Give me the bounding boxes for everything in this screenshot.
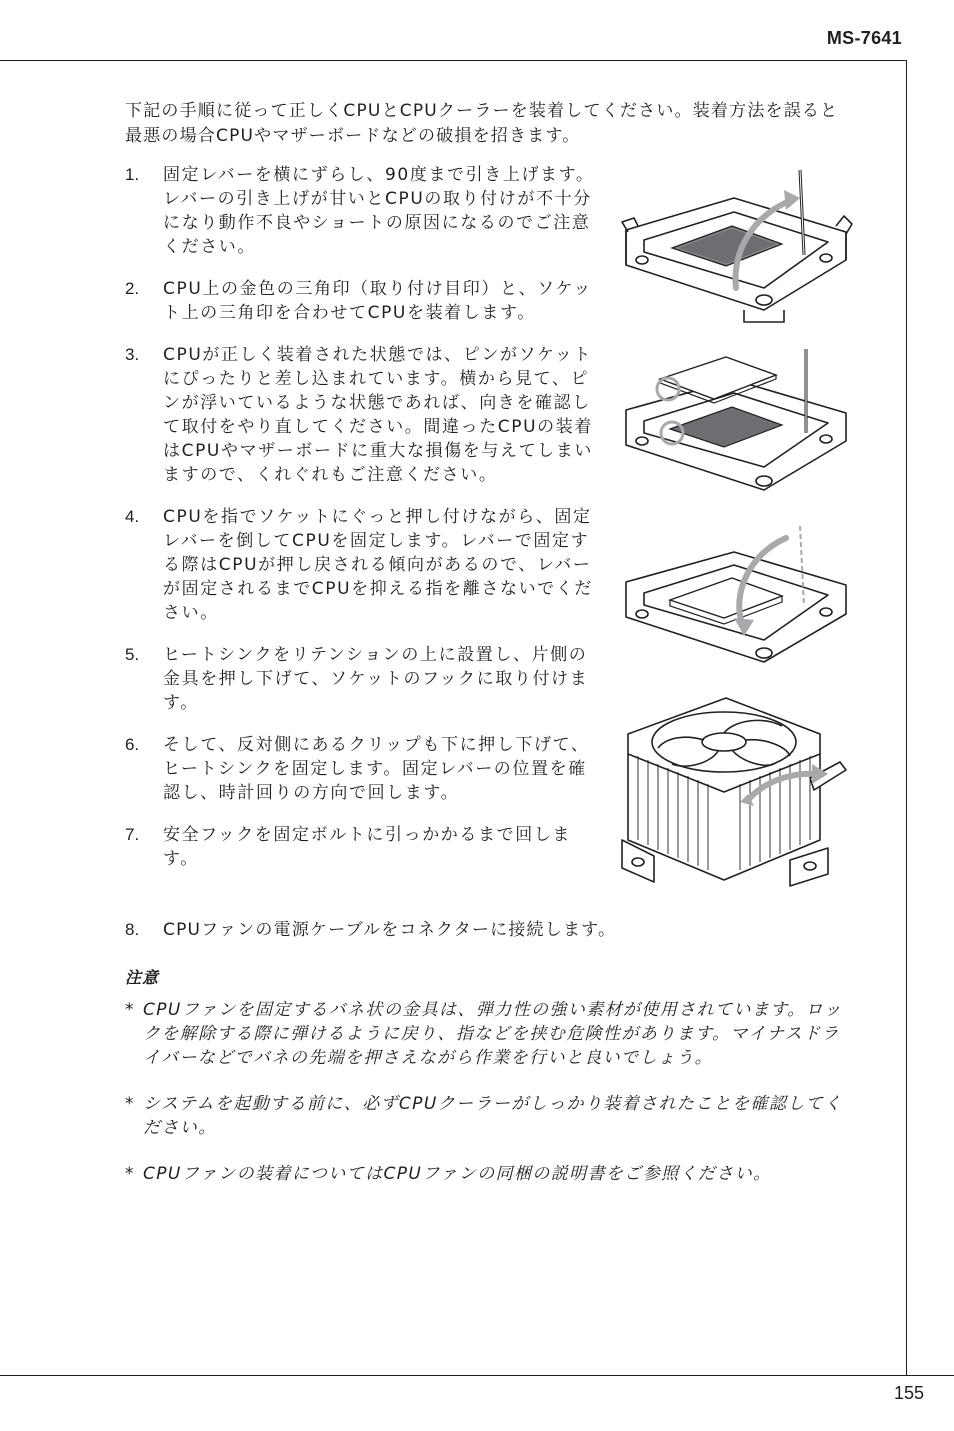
step-text: 安全フックを固定ボルトに引っかかるまで回します。 bbox=[163, 825, 572, 869]
page-number: 155 bbox=[893, 1383, 924, 1403]
notice-item bbox=[125, 1092, 855, 1140]
step-2 bbox=[125, 277, 605, 325]
step-7 bbox=[125, 823, 605, 871]
step-number: 4. bbox=[125, 507, 140, 526]
top-rule bbox=[0, 60, 906, 61]
step-list bbox=[125, 163, 605, 871]
right-rule bbox=[906, 60, 907, 1375]
notice-item bbox=[125, 998, 855, 1070]
step-number: 7. bbox=[125, 825, 140, 844]
step-1 bbox=[125, 163, 605, 259]
notice-item bbox=[125, 1162, 855, 1186]
bottom-rule bbox=[0, 1375, 954, 1376]
step-text: CPUが正しく装着された状態では、ピンがソケットにぴったりと差し込まれています。横から見て、ピンが浮いているような状態であれば、向きを確認して取付をやり直してください。間違ったCPUの装着はCPUやマザーボードに重大な損傷を与えてしまいますので、くれぐれもご注意ください。 bbox=[163, 345, 593, 485]
bullet-asterisk: * bbox=[125, 1164, 135, 1184]
lever-down-illustration bbox=[614, 520, 854, 675]
notice-title: 注意 bbox=[125, 968, 160, 987]
step-8 bbox=[125, 918, 855, 942]
step-text: ヒートシンクをリテンションの上に設置し、片側の金具を押し下げて、ソケットのフックに取り付けます。 bbox=[163, 645, 589, 713]
step-text: 固定レバーを横にずらし、90度まで引き上げます。レバーの引き上げが甘いとCPUの取り付けが不十分になり動作不良やショートの原因になるのでご注意ください。 bbox=[163, 165, 595, 257]
figure-socket-lever-raised bbox=[614, 160, 854, 325]
step-3 bbox=[125, 343, 605, 487]
step-text: CPUファンの電源ケーブルをコネクターに接続します。 bbox=[163, 920, 617, 940]
heatsink-fan-illustration bbox=[614, 690, 854, 895]
socket-lever-up-illustration bbox=[614, 160, 854, 325]
bullet-asterisk: * bbox=[125, 1000, 135, 1020]
notice-text: システムを起動する前に、必ずCPUクーラーがしっかり装着されたことを確認してください。 bbox=[143, 1094, 843, 1138]
step-text: CPUを指でソケットにぐっと押し付けながら、固定レバーを倒してCPUを固定します。レバーで固定する際はCPUが押し戻される傾向があるので、レバーが固定されるまでCPUを抑える指を離さないでください。 bbox=[163, 507, 593, 623]
step-text: そして、反対側にあるクリップも下に押し下げて、ヒートシンクを固定します。固定レバーの位置を確認し、時計回りの方向で回します。 bbox=[163, 735, 590, 803]
step-6 bbox=[125, 733, 605, 805]
step-5 bbox=[125, 643, 605, 715]
figure-cpu-alignment bbox=[614, 345, 854, 505]
step-number: 8. bbox=[125, 920, 140, 939]
intro-paragraph: 下記の手順に従って正しくCPUとCPUクーラーを装着してください。装着方法を誤ると最悪の場合CPUやマザーボードなどの破損を招きます。 bbox=[125, 101, 839, 146]
step-number: 2. bbox=[125, 279, 140, 298]
cpu-alignment-illustration bbox=[614, 345, 854, 505]
step-number: 1. bbox=[125, 165, 140, 184]
step-number: 5. bbox=[125, 645, 140, 664]
notice-text: CPUファンの装着についてはCPUファンの同梱の説明書をご参照ください。 bbox=[143, 1164, 772, 1184]
model-name: MS-7641 bbox=[826, 28, 902, 48]
notice-list bbox=[125, 998, 855, 1186]
figure-heatsink bbox=[614, 690, 854, 895]
step-text: CPU上の金色の三角印（取り付け目印）と、ソケット上の三角印を合わせてCPUを装着します。 bbox=[163, 279, 592, 323]
step-number: 6. bbox=[125, 735, 140, 754]
figure-lever-closing bbox=[614, 520, 854, 675]
step-number: 3. bbox=[125, 345, 140, 364]
step-4 bbox=[125, 505, 605, 625]
notice-text: CPUファンを固定するバネ状の金具は、弾力性の強い素材が使用されています。ロックを解除する際に弾けるように戻り、指などを挟む危険性があります。マイナスドライバーなどでバネの先端を押さえながら作業を行いと良いでしょう。 bbox=[143, 1000, 843, 1068]
bullet-asterisk: * bbox=[125, 1094, 135, 1114]
